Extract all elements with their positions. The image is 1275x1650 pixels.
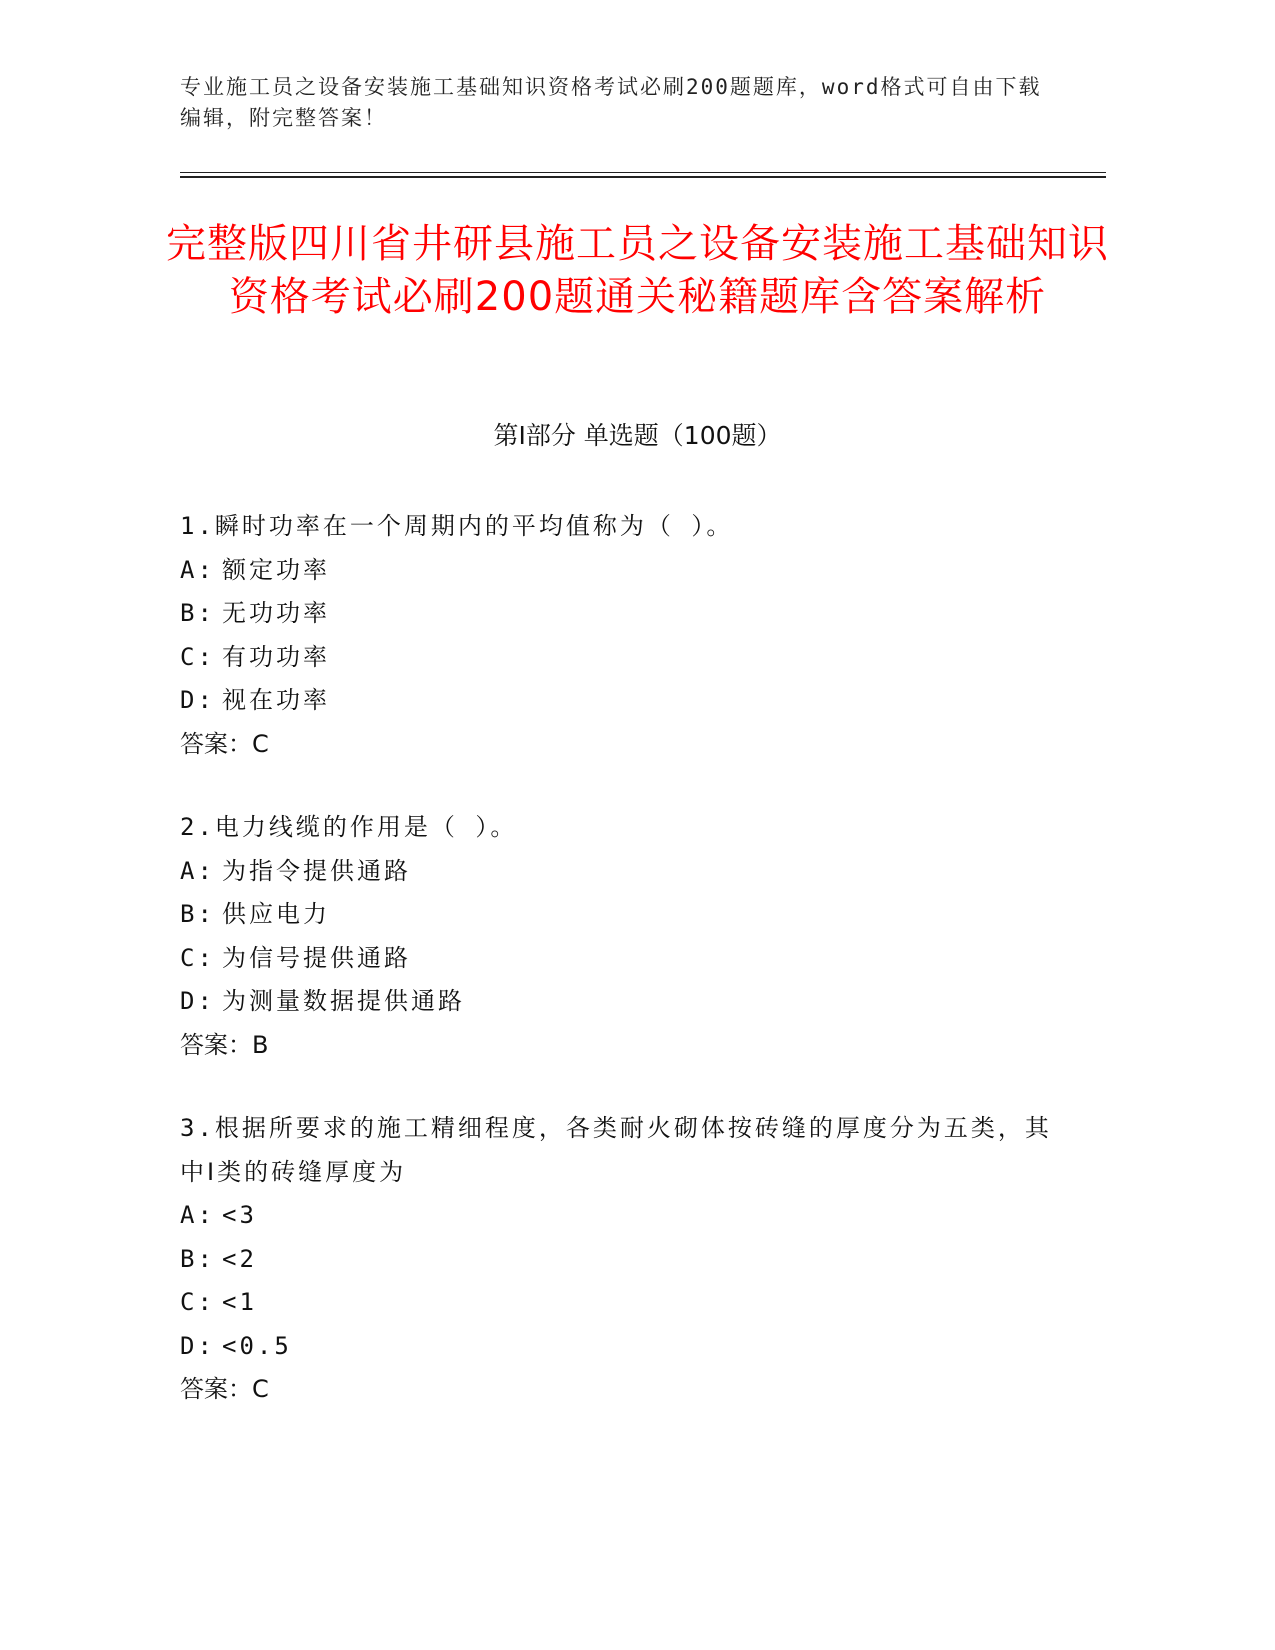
option-text: 额定功率: [222, 555, 330, 584]
option-c: [180, 1281, 1060, 1325]
option-text: <3: [222, 1201, 257, 1229]
option-text: <0.5: [222, 1331, 292, 1360]
option-c: [180, 636, 1060, 680]
option-letter: B:: [180, 599, 215, 627]
header-divider-thin: [180, 172, 1106, 173]
answer-line: 答案：B: [180, 1030, 269, 1059]
option-letter: C:: [180, 1288, 215, 1316]
option-text: 为信号提供通路: [222, 943, 411, 972]
option-letter: B:: [180, 1244, 215, 1273]
section-title: 第Ⅰ部分 单选题（100题）: [493, 421, 782, 450]
question-stem: 3.根据所要求的施工精细程度，各类耐火砌体按砖缝的厚度分为五类，其中Ⅰ类的砖缝厚度为: [180, 1114, 1052, 1186]
option-text: 有功功率: [222, 642, 330, 671]
option-letter: A:: [180, 856, 215, 885]
option-a: [180, 850, 1060, 894]
option-d: [180, 980, 1060, 1024]
option-letter: D:: [180, 686, 215, 714]
option-letter: C:: [180, 642, 215, 671]
option-text: <2: [222, 1244, 257, 1273]
option-letter: B:: [180, 900, 215, 928]
answer-line: 答案：C: [180, 1375, 269, 1403]
option-text: 视在功率: [222, 686, 330, 714]
option-text: 供应电力: [222, 900, 330, 928]
option-letter: C:: [180, 943, 215, 972]
question-stem: 1.瞬时功率在一个周期内的平均值称为（ ）。: [180, 512, 734, 540]
option-text: <1: [222, 1288, 257, 1316]
answer-line: 答案：C: [180, 729, 269, 758]
option-d: [180, 1325, 1060, 1369]
option-a: [180, 1194, 1060, 1238]
option-letter: A:: [180, 1201, 215, 1229]
option-letter: A:: [180, 555, 215, 584]
option-b: [180, 592, 1060, 636]
header-divider-thick: [180, 176, 1106, 178]
header-note: 专业施工员之设备安装施工基础知识资格考试必刷200题题库，word格式可自由下载编辑，附完整答案！: [180, 75, 1042, 130]
question-stem: 2.电力线缆的作用是（ ）。: [180, 813, 518, 841]
option-text: 为测量数据提供通路: [222, 987, 465, 1015]
question-2: [180, 806, 1060, 1067]
option-b: [180, 893, 1060, 937]
question-list: [180, 505, 1060, 1452]
option-text: 无功功率: [222, 599, 330, 627]
question-1: [180, 505, 1060, 766]
option-a: [180, 549, 1060, 593]
option-text: 为指令提供通路: [222, 856, 411, 885]
option-letter: D:: [180, 987, 215, 1015]
option-c: [180, 937, 1060, 981]
question-3: [180, 1107, 1060, 1412]
document-title: 完整版四川省井研县施工员之设备安装施工基础知识资格考试必刷200题通关秘籍题库含答案解析: [166, 221, 1109, 320]
option-d: [180, 679, 1060, 723]
option-b: [180, 1238, 1060, 1282]
option-letter: D:: [180, 1331, 215, 1360]
